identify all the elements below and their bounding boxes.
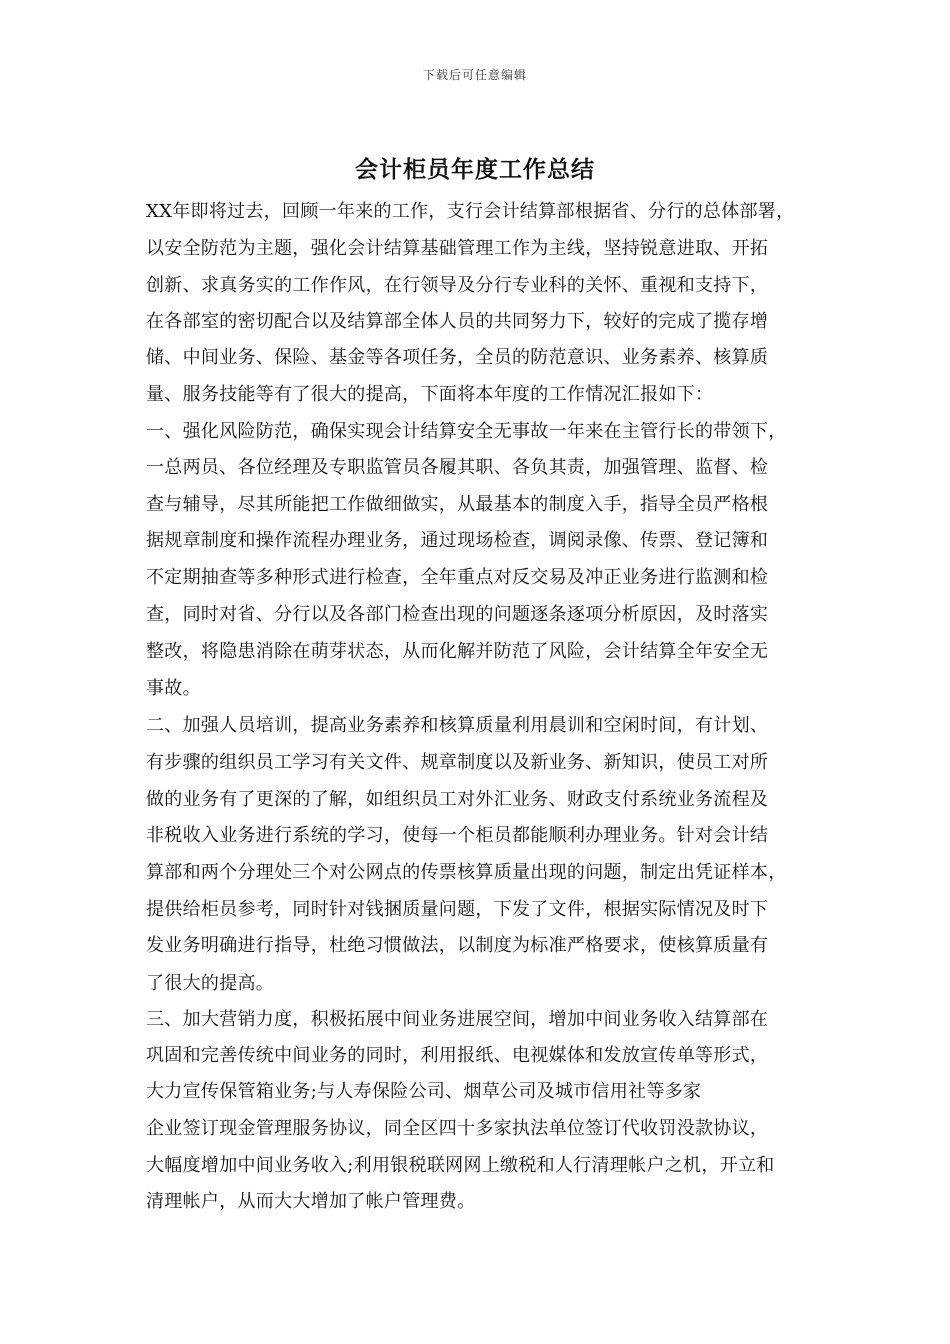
body-line: 整改，将隐患消除在萌芽状态，从而化解并防范了风险，会计结算全年安全无 [146,641,769,662]
body-line: 创新、求真务实的工作作风，在行领导及分行专业科的关怀、重视和支持下， [146,275,769,296]
body-line: 储、中间业务、保险、基金等各项任务，全员的防范意识、业务素养、核算质 [146,347,769,368]
body-line: 一、强化风险防范，确保实现会计结算安全无事故一年来在主管行长的带领下， [146,421,787,442]
body-line: 三、加大营销力度，积极拓展中间业务进展空间，增加中间业务收入结算部在 [146,1009,769,1030]
body-line: 据规章制度和操作流程办理业务，通过现场检查，调阅录像、传票、登记簿和 [146,530,769,551]
body-line: 企业签订现金管理服务协议，同全区四十多家执法单位签订代收罚没款协议， [146,1118,769,1139]
body-line: 清理帐户，从而大大增加了帐户管理费。 [146,1191,476,1212]
body-line: 有步骤的组织员工学习有关文件、规章制度以及新业务、新知识，使员工对所 [146,752,769,773]
body-line: 提供给柜员参考，同时针对钱捆质量问题，下发了文件，根据实际情况及时下 [146,899,769,920]
body-line: 不定期抽查等多种形式进行检查，全年重点对反交易及冲正业务进行监测和检 [146,567,769,588]
body-line: 量、服务技能等有了很大的提高，下面将本年度的工作情况汇报如下： [146,384,714,405]
document-title: 会计柜员年度工作总结 [355,157,595,183]
body-line: 查与辅导，尽其所能把工作做细做实，从最基本的制度入手，指导全员严格根 [146,494,769,515]
body-line: 算部和两个分理处三个对公网点的传票核算质量出现的问题，制定出凭证样本， [146,862,787,883]
body-line: 在各部室的密切配合以及结算部全体人员的共同努力下，较好的完成了揽存增 [146,311,769,332]
body-line: 巩固和完善传统中间业务的同时，利用报纸、电视媒体和发放宣传单等形式， [146,1045,769,1066]
body-line: 大力宣传保管箱业务;与人寿保险公司、烟草公司及城市信用社等多家 [146,1081,702,1102]
body-line: 大幅度增加中间业务收入;利用银税联网网上缴税和人行清理帐户之机，开立和 [146,1155,775,1176]
body-line: 一总两员、各位经理及专职监管员各履其职、各负其责，加强管理、监督、检 [146,457,769,478]
body-line: 以安全防范为主题，强化会计结算基础管理工作为主线，坚持锐意进取、开拓 [146,238,769,259]
body-line: 非税收入业务进行系统的学习，使每一个柜员都能顺利办理业务。针对会计结 [146,825,769,846]
body-line: 做的业务有了更深的了解，如组织员工对外汇业务、财政支付系统业务流程及 [146,789,769,810]
body-line: 事故。 [146,678,201,699]
body-line: 二、加强人员培训，提高业务素养和核算质量利用晨训和空闲时间，有计划、 [146,715,769,736]
header-note: 下载后可任意编辑 [422,68,527,82]
body-line: 了很大的提高。 [146,973,275,994]
body-line: 查，同时对省、分行以及各部门检查出现的问题逐条逐项分析原因，及时落实 [146,604,769,625]
body-line: 发业务明确进行指导，杜绝习惯做法，以制度为标准严格要求，使核算质量有 [146,935,769,956]
body-line: XX年即将过去，回顾一年来的工作，支行会计结算部根据省、分行的总体部署， [146,201,795,222]
